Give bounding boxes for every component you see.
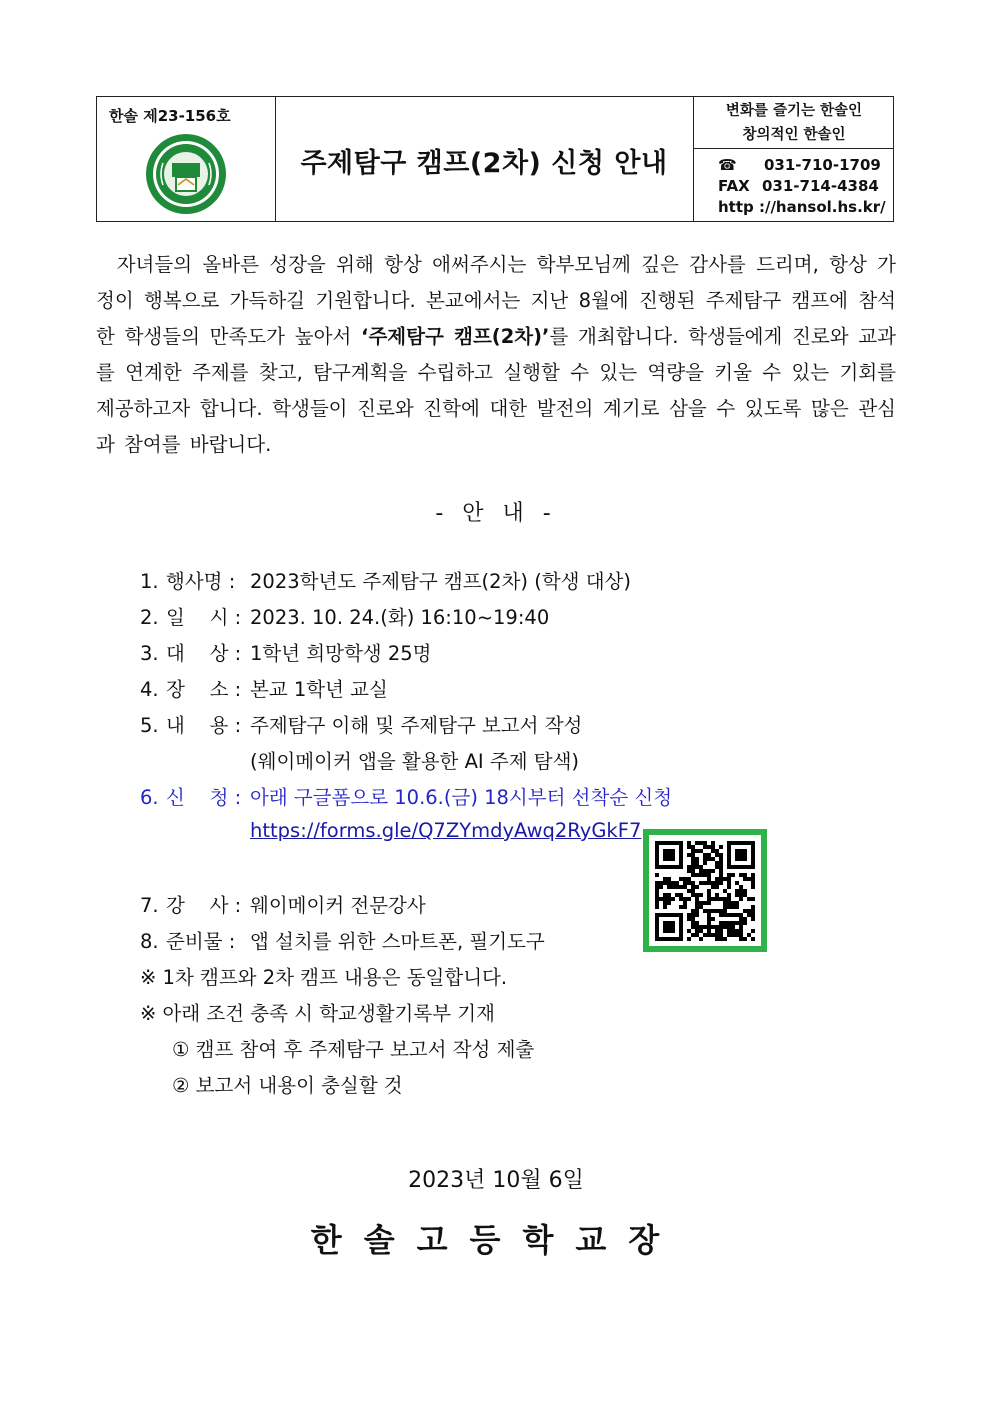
website-url[interactable]: http ://hansol.hs.kr/ [718,198,886,216]
item-label: 일 시 : [166,606,242,629]
header-right-cell [694,97,894,221]
item-value: 본교 1학년 교실 [250,678,388,701]
principal-signature: 한솔고등학교장 [310,1221,682,1259]
item-number: 6. [140,786,159,809]
document-number: 한솔 제23-156호 [109,107,231,125]
item-value: 웨이메이커 전문강사 [250,894,426,917]
item-label: 신 청 : [166,786,242,809]
item-number: 1. [140,570,159,593]
list-item-event [140,566,631,594]
list-item-content [140,710,582,738]
page-title: 주제탐구 캠프(2차) 신청 안내 [300,148,668,179]
phone-icon: ☎ [718,156,737,174]
list-item-application [140,782,672,810]
item-number: 5. [140,714,159,737]
item-label: 행사명 : [166,570,236,593]
intro-part-1: 자녀들의 올바른 성장을 위해 항상 애써주시는 학부모님께 깊은 감사를 드리며, 항상 가정이 행복으로 가득하길 기원합니다. 본교에서는 지난 8월에 진행된 주제탐구 캠프에 참석한 학생들의 만족도가 높아서 [96,253,896,348]
school-logo-icon [145,133,227,215]
item-number: 7. [140,894,159,917]
item-label: 장 소 : [166,678,242,701]
header-left-cell [97,97,276,221]
item-label: 강 사 : [166,894,242,917]
condition-item-1: ① 캠프 참여 후 주제탐구 보고서 작성 제출 [172,1038,535,1061]
item-number: 8. [140,930,159,953]
fax-label: FAX [718,177,750,195]
list-item-datetime [140,602,549,630]
item-value: 아래 구글폼으로 10.6.(금) 18시부터 선착순 신청 [250,786,673,809]
item-label: 준비물 : [166,930,236,953]
school-motto [694,97,894,149]
item-value: 주제탐구 이해 및 주제탐구 보고서 작성 [250,714,583,737]
contact-info [718,155,886,218]
item-label: 대 상 : [166,642,242,665]
list-item-materials [140,926,545,954]
fax-number: 031-714-4384 [762,177,879,195]
list-item-instructor [140,890,426,918]
item-value: 앱 설치를 위한 스마트폰, 필기도구 [250,930,545,953]
item-number: 4. [140,678,159,701]
list-item-location [140,674,388,702]
item-label: 내 용 : [166,714,242,737]
item-value: 1학년 희망학생 25명 [250,642,432,665]
condition-item-2: ② 보고서 내용이 충실할 것 [172,1074,403,1097]
issue-date: 2023년 10월 6일 [408,1168,584,1193]
qr-code[interactable] [643,829,767,952]
item-number: 3. [140,642,159,665]
qr-code-icon [649,835,761,946]
phone-number: 031-710-1709 [764,156,881,174]
intro-event-name: ‘주제탐구 캠프(2차)’ [361,325,550,348]
list-item-target [140,638,431,666]
item-value: 2023학년도 주제탐구 캠프(2차) (학생 대상) [250,570,631,593]
google-form-link[interactable]: https://forms.gle/Q7ZYmdyAwq2RyGkF7 [250,819,642,842]
note-record-condition: ※ 아래 조건 충족 시 학교생활기록부 기재 [140,1002,495,1025]
intro-part-2: 를 개최합니다. 학생들에게 진로와 교과를 연계한 주제를 찾고, 탐구계획을 수립하고 실행할 수 있는 역량을 키울 수 있는 기회를 제공하고자 합니다. 학생들이 진로와 진학에 대한 발전의 계기로 삼을 수 있도록 많은 관심과 참여를 바랍니다. [96,325,897,456]
intro-paragraph [96,247,896,463]
item-number: 2. [140,606,159,629]
header-table [96,96,894,222]
list-item-content-detail: (웨이메이커 앱을 활용한 AI 주제 탐색) [250,750,580,773]
header-title-cell [275,97,694,221]
item-value: 2023. 10. 24.(화) 16:10~19:40 [250,606,550,629]
motto-line-1: 변화를 즐기는 한솔인 [725,103,863,119]
section-title: - 안 내 - [435,501,557,526]
note-same-content: ※ 1차 캠프와 2차 캠프 내용은 동일합니다. [140,966,508,989]
motto-line-2: 창의적인 한솔인 [742,127,846,143]
